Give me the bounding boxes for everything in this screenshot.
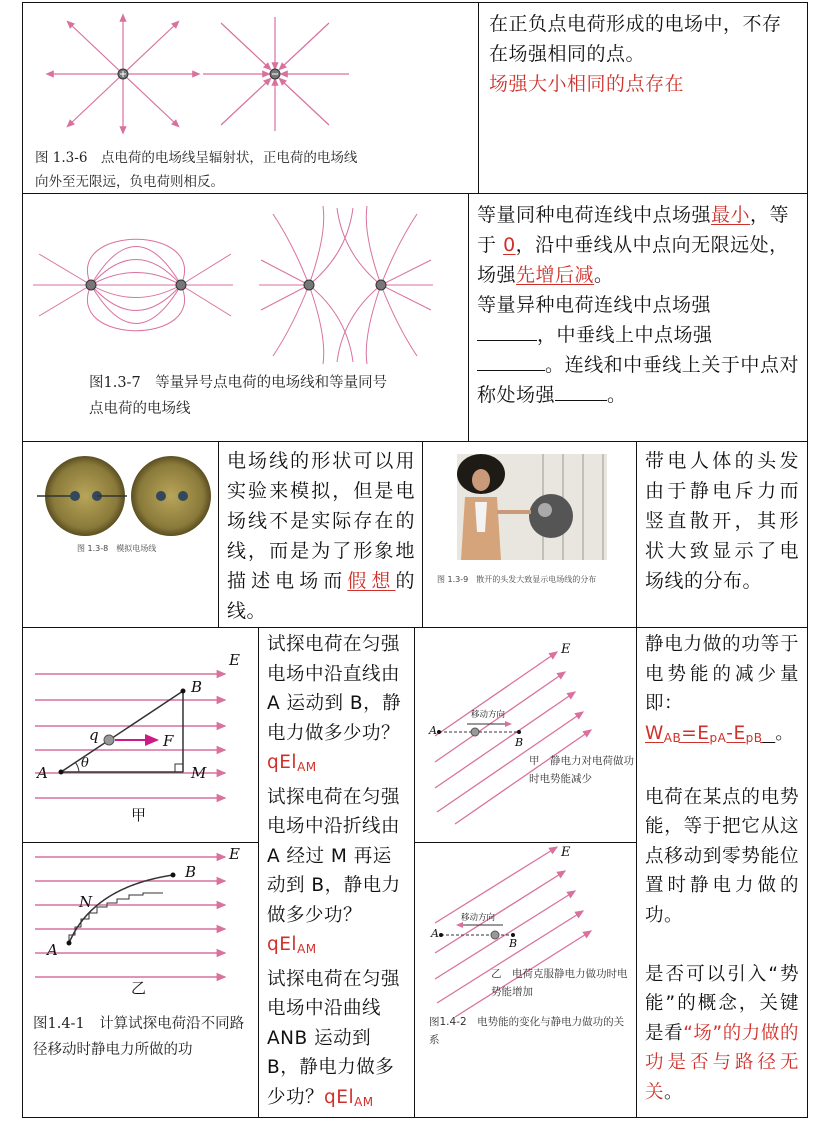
like-charges-paragraph <box>477 200 799 290</box>
row4-figure-potential-b-cell <box>414 842 638 1118</box>
figure-caption: 图1.4-1 计算试探电荷沿不同路径移动时静电力所做的功 <box>33 1016 245 1058</box>
answer-2 <box>267 934 317 955</box>
row3-text-cell-b <box>636 441 808 629</box>
label-theta: θ <box>81 756 89 771</box>
row1-text-cell <box>478 2 808 195</box>
label-E: E <box>229 845 240 863</box>
work-energy-paragraph: 静电力做的功等于电势能的减少量即： $W_{AB}=E_{pA}-E_{pB}$ 。 电荷在某点的电势能，等于把它从这点移动到零势能位置时静电力做的功。 是否可以引入“势能”的概念，关键是看“场”的力做的功是否与路径无关。 <box>645 634 799 1103</box>
figure-caption: 甲 静电力对电荷做功时电势能减少 <box>529 755 634 785</box>
text-part: 等量异种电荷连线中点场强 <box>477 294 712 316</box>
row3-photo-cell-a <box>22 441 220 629</box>
text-part: 。 <box>594 264 614 286</box>
charge-icon <box>86 280 96 290</box>
label-E: E <box>229 651 240 669</box>
figure-name: 乙 <box>131 979 147 997</box>
label-N: N <box>79 893 93 911</box>
figure-caption: 图 1.3-6 点电荷的电场线呈辐射状，正电荷的电场线向外至无限远，负电荷则相反。 <box>35 150 358 190</box>
text-part: 电荷在某点的电势能，等于把它从这点移动到零势能位置时静电力做的功。 <box>645 786 799 926</box>
formula: $W_{AB}=E_{pA}-E_{pB}$ <box>645 722 763 745</box>
hair-paragraph: 带电人体的头发由于静电斥力而竖直散开，其形状大致显示了电场线的分布。 <box>645 450 799 592</box>
text-part: 。 <box>607 384 627 406</box>
figure-caption: 图1.4-2 电势能的变化与静电力做功的关系 <box>429 1016 625 1046</box>
questions-text <box>267 630 407 1117</box>
text-part: 。连线和中垂线上关于中点对称处场强 <box>477 354 799 406</box>
like-charges-lines <box>259 206 433 364</box>
simulated-field-lines-photo <box>23 442 220 629</box>
answer-subscript: AM <box>354 1094 374 1109</box>
row1-figure-cell <box>22 2 480 195</box>
answer-subscript: AM <box>297 942 317 956</box>
figure-caption: 图1.3-7 等量异号点电荷的电场线和等量同号点电荷的电场线 <box>89 375 388 417</box>
charged-hair-photo <box>423 442 638 629</box>
answer-value: qEl <box>267 752 298 773</box>
row4-figure-yi-cell <box>22 842 260 1118</box>
generator-sphere-image <box>529 494 573 538</box>
label-M: M <box>191 764 207 782</box>
row4-questions-cell <box>258 627 416 1118</box>
answer-subscript: AM <box>297 760 317 774</box>
row4-right-text-cell <box>636 627 808 1118</box>
answer-text: “场”的力做的功是否与路径无关 <box>645 1022 799 1103</box>
text-part: ，沿中垂线从中点向无限远处，场强 <box>477 234 789 286</box>
label-B: B <box>185 863 197 881</box>
answer-text: 场强大小相同的点存在 <box>489 73 685 95</box>
field-lines <box>35 857 225 977</box>
question-3: 试探电荷在匀强电场中沿曲线 ANB 运动到 B，静电力做多少功？ <box>267 968 401 1108</box>
row2-text-cell <box>468 193 808 443</box>
label-E: E <box>561 845 571 860</box>
answer-blank: 假想 <box>347 570 396 592</box>
answer-blank: 先增后减 <box>516 264 595 286</box>
fill-blank <box>477 321 537 341</box>
charge-icon <box>176 280 186 290</box>
row2-figure-cell <box>22 193 470 443</box>
text-part: 是否可以引入“势能”的概念，关键是看 <box>645 963 799 1044</box>
label-F: F <box>163 732 174 750</box>
figure-caption: 图 1.3-8 模拟电场线 <box>77 544 157 553</box>
answer-1 <box>267 752 317 773</box>
dish-image <box>131 456 211 536</box>
field-lines <box>435 652 591 824</box>
row3-photo-cell-b <box>422 441 638 629</box>
question-1: 试探电荷在匀强电场中沿直线由 A 运动到 B，静电力做多少功？ <box>267 634 402 744</box>
figure-caption: 图 1.3-9 散开的头发大致显示电场线的分布 <box>437 575 597 584</box>
label-E: E <box>561 642 571 657</box>
move-direction-label: 移动方向 <box>471 710 506 720</box>
label-B: B <box>515 736 524 749</box>
label-A: A <box>429 724 437 737</box>
text-part: ，中垂线上中点场强 <box>537 324 713 346</box>
answer-value: qEl <box>324 1086 355 1108</box>
row4-figure-potential-a-cell <box>414 627 638 844</box>
unlike-charges-paragraph <box>477 290 799 410</box>
row3-text-cell-a <box>218 441 424 629</box>
label-A: A <box>431 927 439 940</box>
move-direction-label: 移动方向 <box>461 913 496 923</box>
text-part: 静电力做的功等于电势能的减少量即： <box>645 634 799 714</box>
charge-icon <box>376 280 386 290</box>
fill-blank <box>555 381 607 401</box>
label-B: B <box>509 937 518 950</box>
simulation-paragraph <box>227 446 415 626</box>
figure-caption: 乙 电荷克服静电力做功时电势能增加 <box>491 968 628 998</box>
label-q: q <box>89 726 99 744</box>
charge-icon <box>304 280 314 290</box>
text-part: 电场线的形状可以用实验来模拟，但是电场线不是实际存在的线，而是为了形象地描述电场而 <box>227 450 415 592</box>
answer-blank: 0 <box>503 234 516 256</box>
text-part: 的线。 <box>227 570 415 622</box>
question-2: 试探电荷在匀强电场中沿折线由 A 经过 M 再运动到 B，静电力做多少功？ <box>267 786 401 926</box>
label-B: B <box>191 678 203 696</box>
label-A: A <box>47 941 58 959</box>
opposite-charges-lines <box>33 239 233 331</box>
fill-blank <box>477 351 545 371</box>
answer-blank: 最小 <box>711 204 751 226</box>
text-part: 等量同种电荷连线中点场强 <box>477 204 712 226</box>
label-A: A <box>37 764 48 782</box>
potential-energy-decrease-figure <box>415 628 638 844</box>
text-part: ，等于 <box>477 204 790 256</box>
row4-figure-jia-cell <box>22 627 260 844</box>
formula-symbol: W <box>645 722 664 744</box>
answer-value: qEl <box>267 934 298 955</box>
statement-text: 在正负点电荷形成的电场中，不存在场强相同的点。 <box>489 13 782 65</box>
answer-3 <box>324 1087 374 1108</box>
figure-name: 甲 <box>131 806 147 824</box>
text-part: 。 <box>664 1081 684 1103</box>
